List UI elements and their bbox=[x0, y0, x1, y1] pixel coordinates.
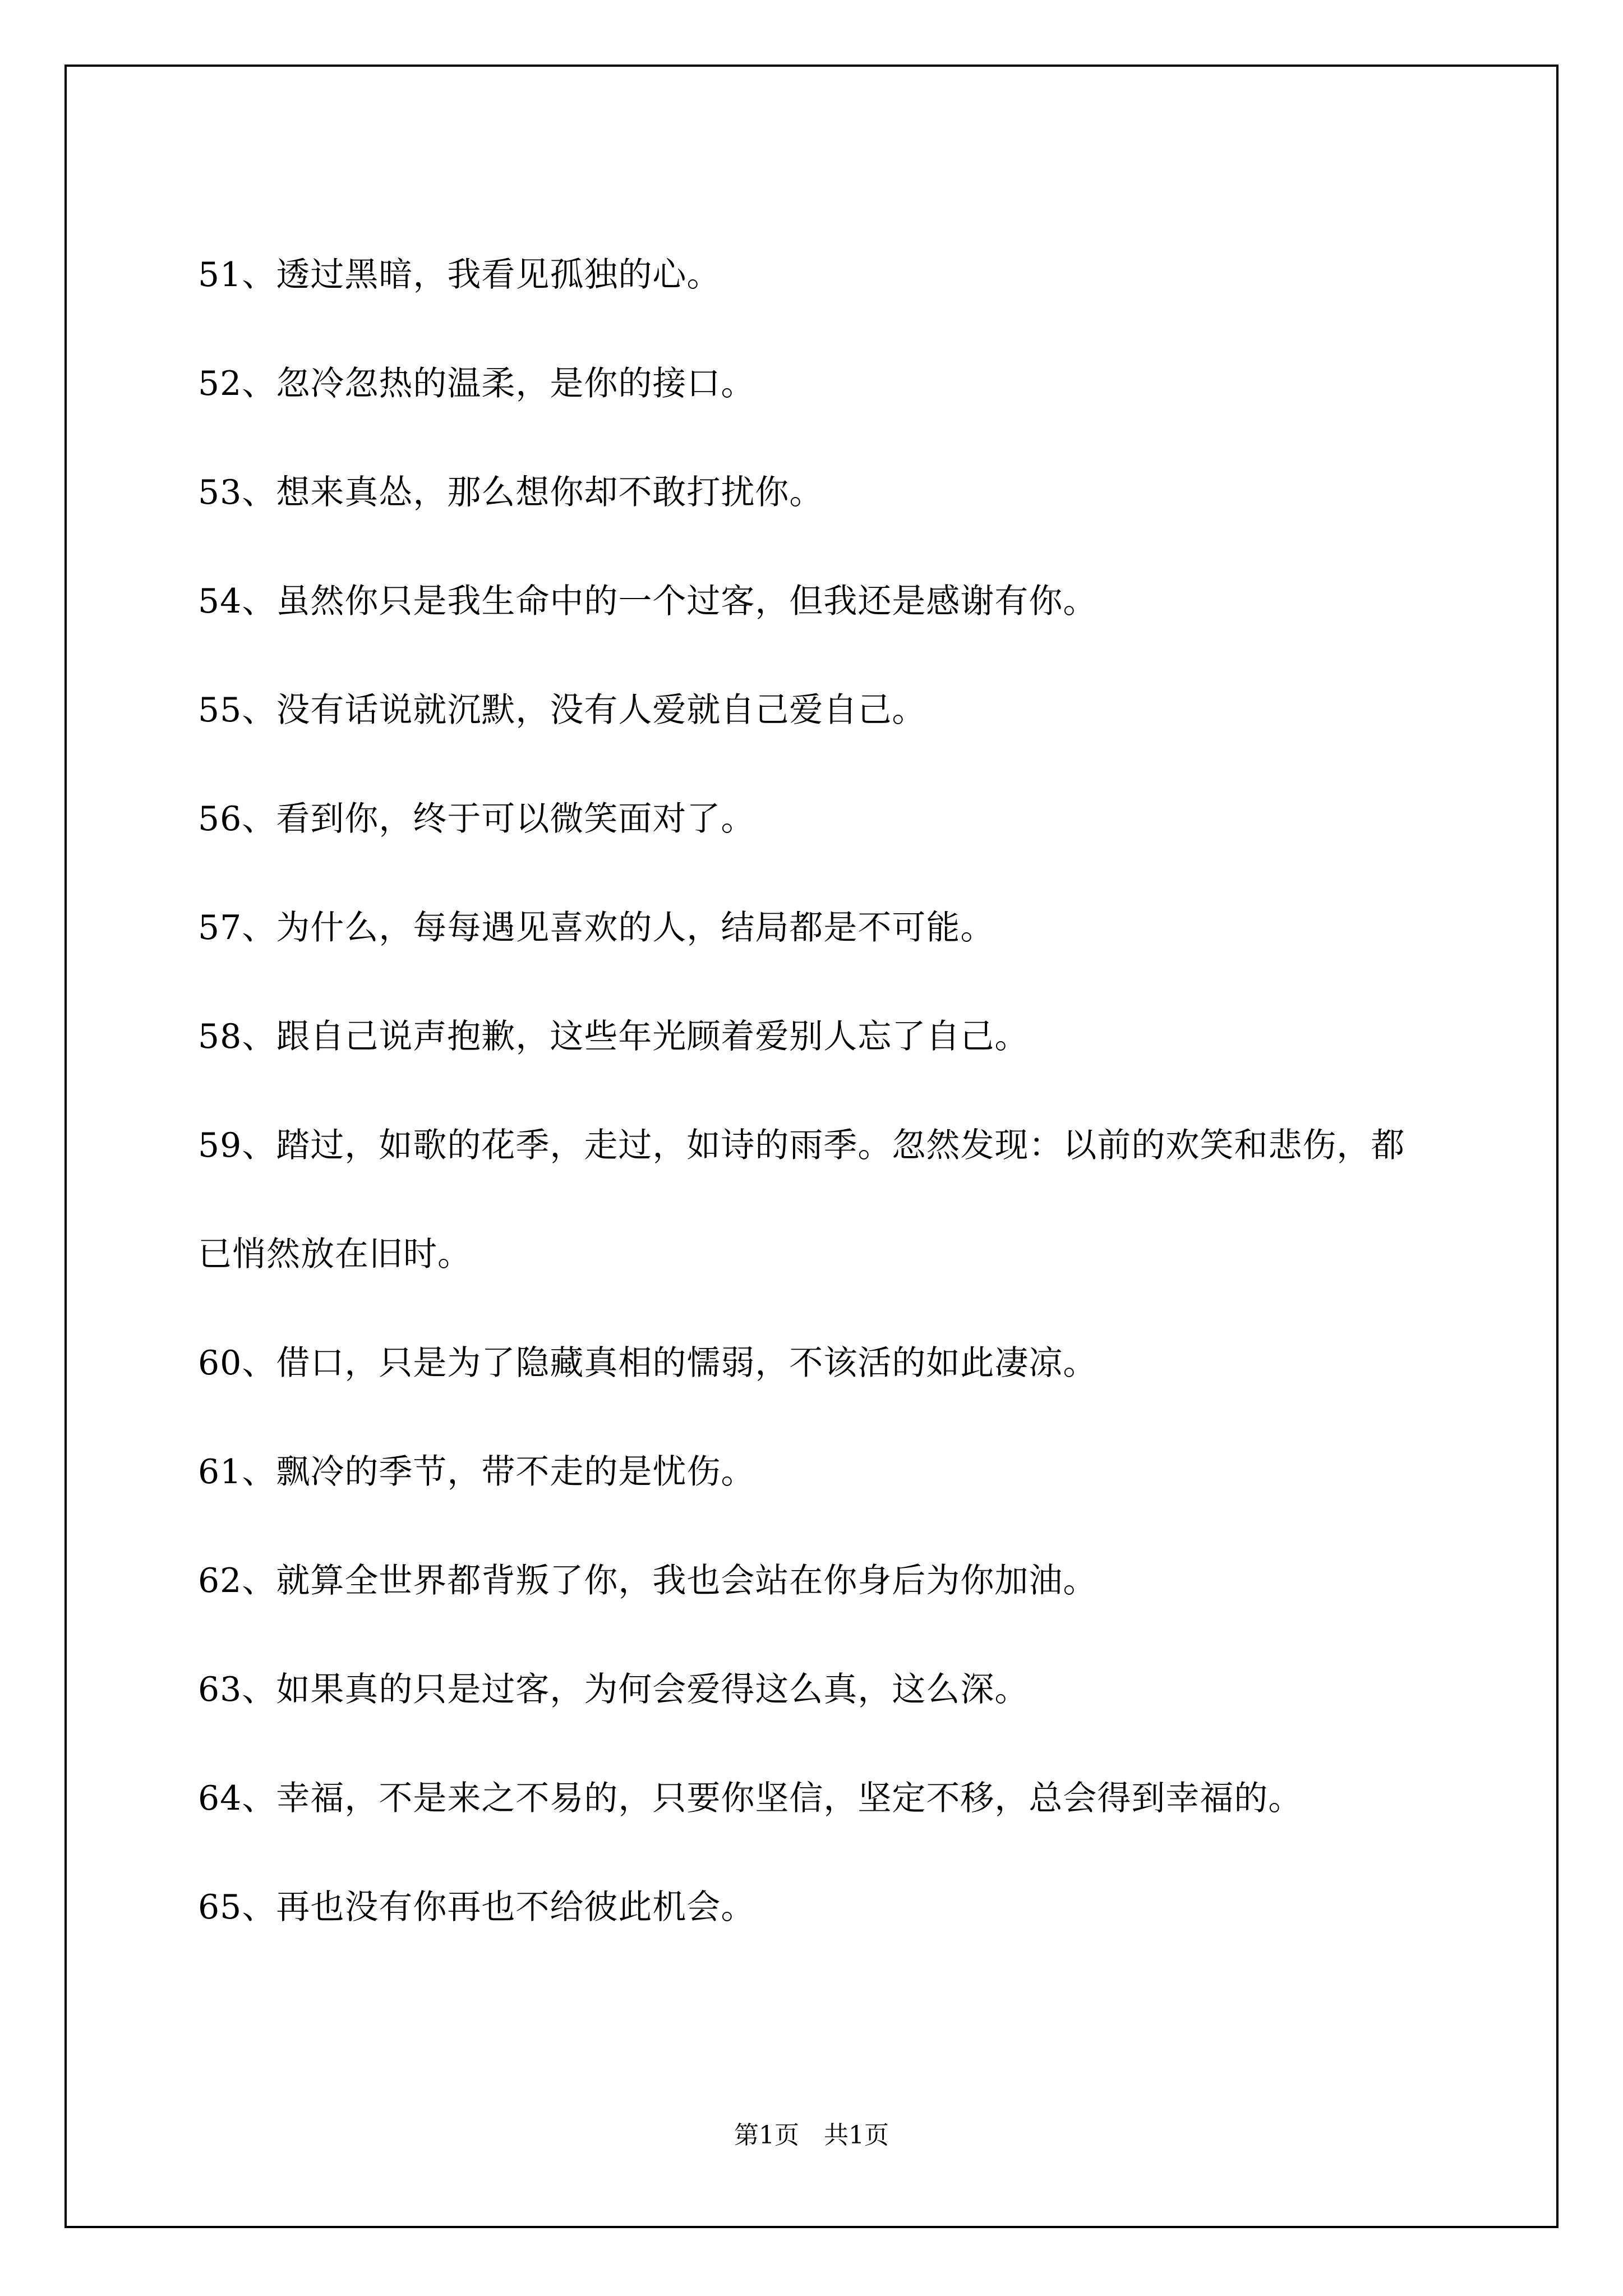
list-item: 57、为什么，每每遇见喜欢的人，结局都是不可能。 bbox=[198, 908, 995, 947]
list-item: 59、踏过，如歌的花季，走过，如诗的雨季。忽然发现：以前的欢笑和悲伤，都已悄然放在旧时。 bbox=[198, 1126, 1405, 1274]
page-footer: 第1页 共1页 bbox=[734, 2121, 889, 2150]
entry-list bbox=[198, 220, 1432, 1962]
list-item: 54、虽然你只是我生命中的一个过客，但我还是感谢有你。 bbox=[198, 582, 1098, 621]
list-item: 65、再也没有你再也不给彼此机会。 bbox=[198, 1888, 755, 1927]
list-item: 61、飘冷的季节，带不走的是忧伤。 bbox=[198, 1452, 755, 1492]
list-item: 52、忽冷忽热的温柔，是你的接口。 bbox=[198, 364, 755, 403]
list-item: 64、幸福，不是来之不易的，只要你坚信，坚定不移，总会得到幸福的。 bbox=[198, 1779, 1303, 1818]
list-item: 58、跟自己说声抱歉，这些年光顾着爱别人忘了自己。 bbox=[198, 1017, 1029, 1056]
list-item: 60、借口，只是为了隐藏真相的懦弱，不该活的如此凄凉。 bbox=[198, 1343, 1098, 1383]
list-item: 51、透过黑暗，我看见孤独的心。 bbox=[198, 255, 721, 295]
list-item: 63、如果真的只是过客，为何会爱得这么真，这么深。 bbox=[198, 1670, 1029, 1709]
list-item: 62、就算全世界都背叛了你，我也会站在你身后为你加油。 bbox=[198, 1561, 1098, 1600]
list-item: 56、看到你，终于可以微笑面对了。 bbox=[198, 799, 755, 839]
list-item: 55、没有话说就沉默，没有人爱就自己爱自己。 bbox=[198, 691, 926, 730]
list-item: 53、想来真怂，那么想你却不敢打扰你。 bbox=[198, 473, 824, 512]
